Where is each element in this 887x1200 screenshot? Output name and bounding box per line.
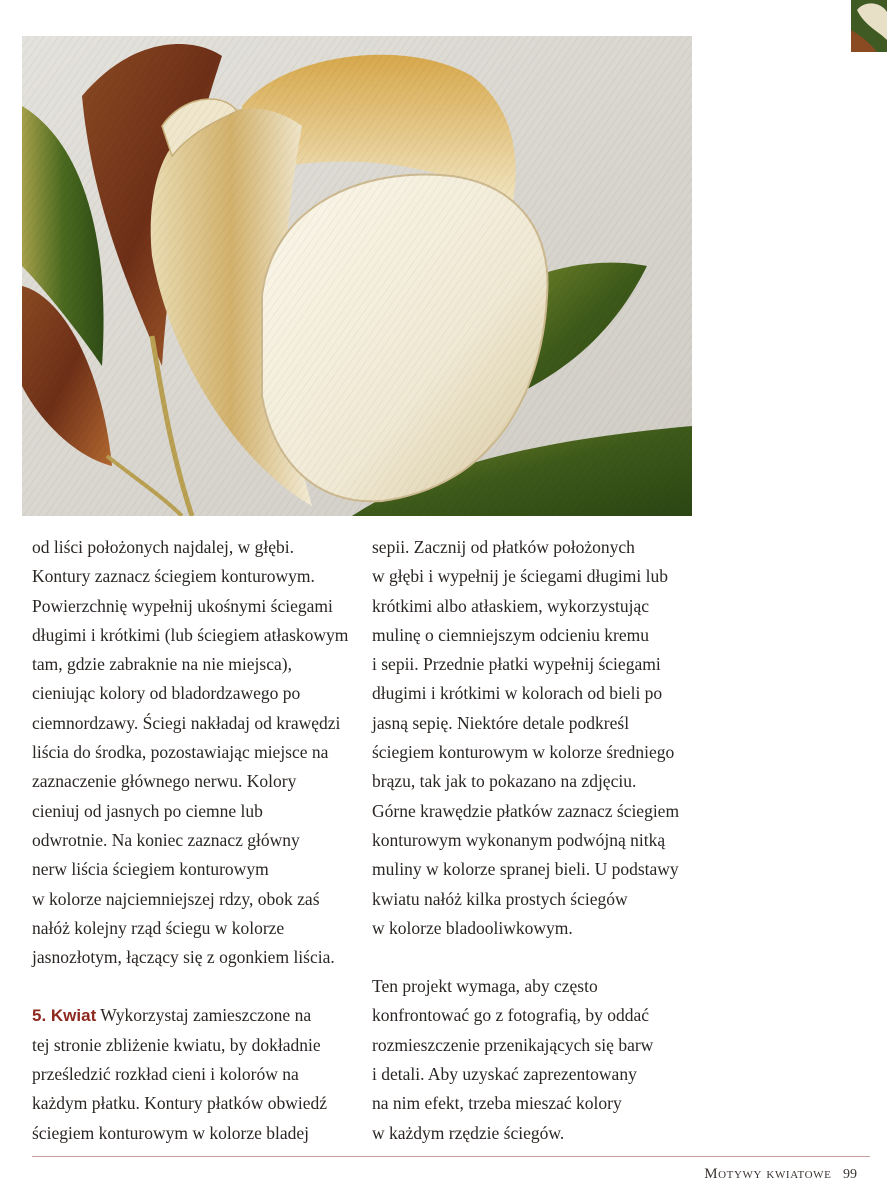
text-line: prześledzić rozkład cieni i kolorów na — [32, 1064, 299, 1085]
text-line: ciemnordzawy. Ściegi nakładaj od krawędzi — [32, 712, 341, 733]
text-line: w kolorze najciemniejszej rdzy, obok zaś — [32, 888, 320, 909]
text-line: Kontury zaznacz ściegiem konturowym. — [32, 566, 315, 587]
text-line: cieniuj od jasnych po ciemne lub — [32, 800, 263, 821]
footer-divider — [32, 1156, 870, 1157]
text-line: cieniując kolory od bladordzawego po — [32, 683, 301, 704]
text-column-right — [372, 533, 707, 1148]
text-line: kwiatu nałóż kilka prostych ściegów — [372, 888, 628, 909]
text-line: muliny w kolorze spranej bieli. U podstawy — [372, 859, 679, 880]
text-line: odwrotnie. Na koniec zaznacz główny — [32, 829, 300, 850]
text-line: Górne krawędzie płatków zaznacz ściegiem — [372, 800, 680, 821]
text-line: krótkimi albo atłaskiem, wykorzystując — [372, 595, 650, 616]
text-line: mulinę o ciemniejszym odcieniu kremu — [372, 624, 650, 645]
section-heading: 5. Kwiat — [32, 1006, 97, 1026]
text-line: w głębi i wypełnij je ściegami długimi lub — [372, 566, 668, 587]
body-paragraph-petals — [372, 533, 707, 943]
text-line: w każdym rzędzie ściegów. — [372, 1122, 565, 1143]
text-line: rozmieszczenie przenikających się barw — [372, 1034, 654, 1055]
corner-thumbnail-image — [851, 0, 887, 52]
text-line: od liści położonych najdalej, w głębi. — [32, 537, 294, 557]
text-line: i sepii. Przednie płatki wypełnij ściegami — [372, 654, 661, 675]
text-line: ściegiem konturowym w kolorze średniego — [372, 742, 675, 763]
text-line: konturowym wykonanym podwójną nitką — [372, 829, 666, 850]
text-line: tam, gdzie zabraknie na nie miejsca), — [32, 654, 292, 675]
text-line: każdym płatku. Kontury płatków obwiedź — [32, 1093, 328, 1114]
text-line: ściegiem konturowym w kolorze bladej — [32, 1122, 310, 1143]
text-line: sepii. Zacznij od płatków położonych — [372, 537, 635, 557]
paragraph-gap — [372, 943, 707, 972]
text-line — [32, 1001, 367, 1030]
text-line: nałóż kolejny rząd ściegu w kolorze — [32, 917, 285, 938]
footer-section-title: Motywy kwiatowe — [704, 1166, 832, 1182]
embroidery-photo — [22, 36, 692, 516]
text-line: brązu, tak jak to pokazano na zdjęciu. — [372, 771, 637, 792]
text-column-left — [32, 533, 367, 1148]
body-paragraph-closing — [372, 972, 707, 1148]
text-line: zaznaczenie głównego nerwu. Kolory — [32, 771, 297, 792]
text-line: na nim efekt, trzeba mieszać kolory — [372, 1093, 622, 1114]
thumbnail-icon — [851, 0, 887, 52]
text-line: nerw liścia ściegiem konturowym — [32, 859, 269, 880]
text-run: Wykorzystaj zamieszczone na — [96, 1005, 312, 1026]
text-line: i detali. Aby uzyskać zaprezentowany — [372, 1064, 637, 1085]
text-line: jasnozłotym, łączący się z ogonkiem liścia. — [32, 947, 335, 968]
text-line: konfrontować go z fotografią, by oddać — [372, 1005, 649, 1026]
text-line: jasną sepię. Niektóre detale podkreśl — [372, 712, 630, 733]
body-paragraph-flower — [32, 1001, 367, 1147]
text-line: tej stronie zbliżenie kwiatu, by dokładnie — [32, 1034, 321, 1055]
text-line: długimi i krótkimi w kolorach od bieli po — [372, 683, 663, 704]
paragraph-gap — [32, 972, 367, 1001]
text-line: liścia do środka, pozostawiając miejsce na — [32, 742, 329, 763]
text-line: Ten projekt wymaga, aby często — [372, 976, 598, 997]
body-paragraph-leaves — [32, 533, 367, 972]
page-footer — [704, 1166, 857, 1183]
magnolia-embroidery-image — [22, 36, 692, 516]
text-line: w kolorze bladooliwkowym. — [372, 917, 573, 938]
page-number: 99 — [843, 1167, 857, 1182]
text-line: Powierzchnię wypełnij ukośnymi ściegami — [32, 595, 333, 616]
text-line: długimi i krótkimi (lub ściegiem atłaskowym — [32, 624, 349, 645]
